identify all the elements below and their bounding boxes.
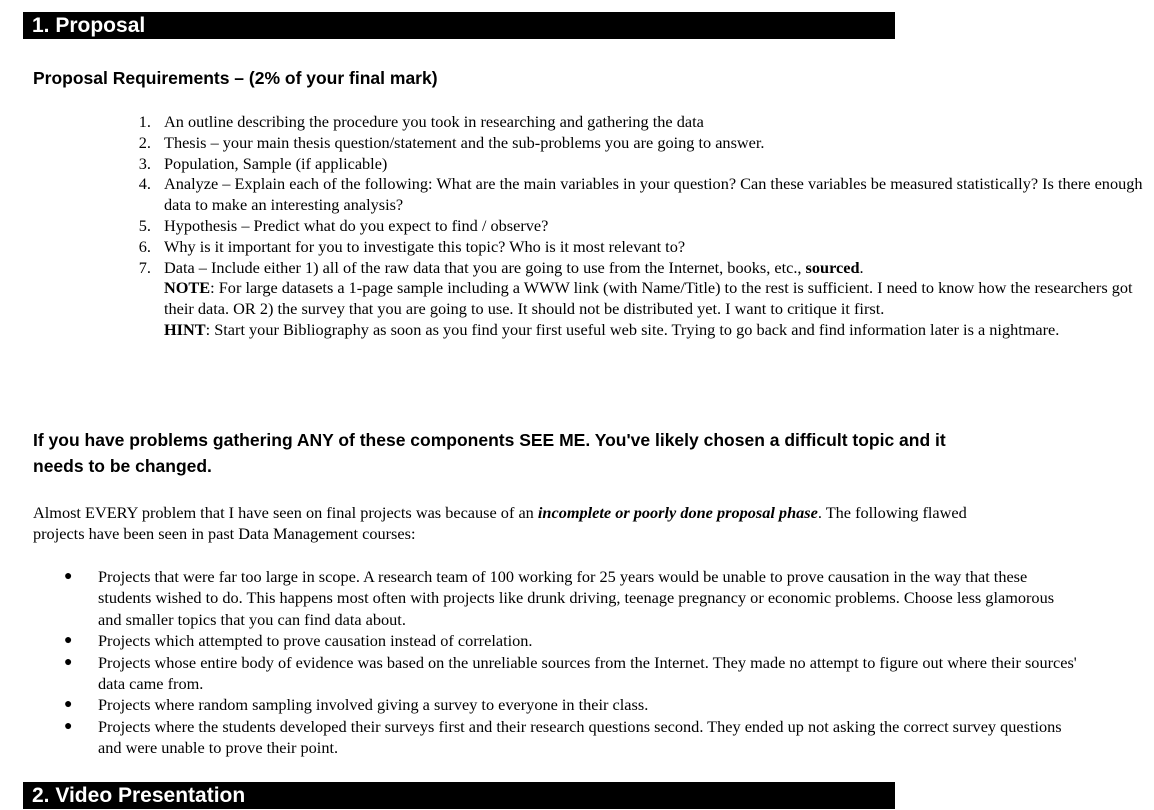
item-text: Projects where random sampling involved giving a survey to everyone in their class.: [98, 695, 649, 715]
flawed-projects-list: [0, 566, 1078, 759]
list-item: [138, 153, 1154, 175]
list-item: [64, 716, 1078, 759]
warning-text: If you have problems gathering ANY of these components SEE ME. You've likely chosen a difficult topic and it needs to be changed.: [33, 430, 946, 476]
section-header-video-presentation: 2. Video Presentation: [23, 782, 895, 809]
item-text: Projects that were far too large in scope. A research team of 100 working for 25 years would be unable to prove causation in the way that these students wished to do. This happens most often with projects like drunk driving, teenage pregnancy or economic problems. Choose less glamorous and smaller topics that you can find data about.: [98, 567, 1055, 629]
list-item: [138, 174, 1154, 216]
list-item: [138, 257, 1154, 341]
item-number: 2.: [138, 132, 151, 152]
note: [164, 278, 1154, 320]
intro-text: Almost EVERY problem that I have seen on final projects was because of an: [33, 503, 538, 522]
list-item: [138, 112, 1154, 133]
item-text: Projects whose entire body of evidence was based on the unreliable sources from the Internet. They made no attempt to figure out where their sources' data came from.: [98, 652, 1077, 694]
item-text-end: .: [859, 257, 864, 277]
list-item: [138, 236, 1154, 258]
item-text: Population, Sample (if applicable): [164, 153, 388, 173]
intro-paragraph: [33, 502, 983, 544]
bullet-icon: ●: [64, 633, 73, 649]
bullet-icon: ●: [64, 718, 73, 734]
list-item: [138, 215, 1154, 237]
item-number: 7.: [138, 257, 151, 277]
item-text: Analyze – Explain each of the following: What are the main variables in your question? Can these variables be measured statistically? Is there enough data to make an interesting analysis?: [164, 174, 1143, 215]
item-number: 1.: [138, 112, 151, 131]
item-number: 6.: [138, 236, 151, 256]
intro-text-end: . The following flawed projects have been seen in past Data Management courses:: [33, 503, 967, 543]
item-text: Data – Include either 1) all of the raw data that you are going to use from the Internet, books, etc.,: [164, 257, 806, 277]
list-item: [138, 132, 1154, 154]
note-label: NOTE: [164, 278, 211, 298]
item-number: 5.: [138, 215, 151, 235]
list-item: [64, 694, 1078, 715]
item-number: 4.: [138, 174, 151, 194]
item-text: Projects where the students developed their surveys first and their research questions second. They ended up not asking the correct survey questions and were unable to prove their point.: [98, 716, 1062, 758]
hint: [164, 320, 1154, 341]
item-text: Thesis – your main thesis question/statement and the sub-problems you are going to answer.: [164, 132, 765, 152]
list-item: [64, 630, 1078, 651]
bullet-icon: ●: [64, 697, 73, 713]
list-item: [64, 566, 1078, 630]
item-text: Projects which attempted to prove causation instead of correlation.: [98, 631, 533, 651]
section-header-proposal: 1. Proposal: [23, 12, 895, 39]
requirements-list: [0, 112, 1154, 341]
item-text: Hypothesis – Predict what do you expect to find / observe?: [164, 215, 549, 235]
item-text: An outline describing the procedure you took in researching and gathering the data: [164, 112, 704, 131]
hint-label: HINT: [164, 319, 206, 339]
note-text: : For large datasets a 1-page sample including a WWW link (with Name/Title) to the rest is sufficient. I need to know how the researchers got their data. OR 2) the survey that you are going to use. It should not be distributed yet. I want to critique it first.: [164, 278, 1133, 319]
item-text-bold: sourced: [805, 257, 860, 277]
requirements-heading: Proposal Requirements – (2% of your final mark): [33, 68, 438, 88]
item-number: 3.: [138, 153, 151, 173]
bullet-icon: ●: [64, 569, 73, 584]
bullet-icon: ●: [64, 654, 73, 670]
intro-emphasis: incomplete or poorly done proposal phase: [537, 503, 818, 522]
item-text: Why is it important for you to investigate this topic? Who is it most relevant to?: [164, 236, 686, 256]
hint-text: : Start your Bibliography as soon as you find your first useful web site. Trying to go back and find information later is a nightmare.: [205, 319, 1060, 339]
list-item: [64, 652, 1078, 695]
